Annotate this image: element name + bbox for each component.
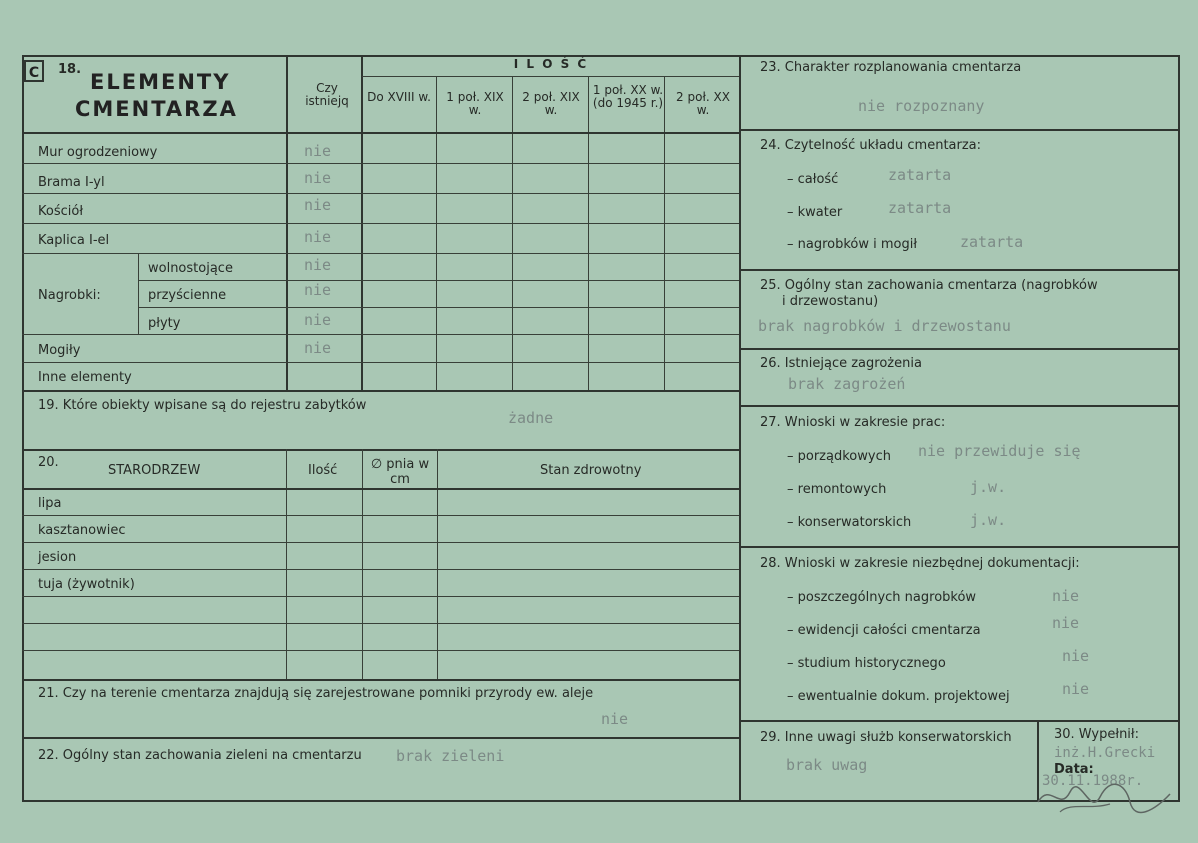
q30-name: inż.H.Grecki: [1054, 745, 1156, 761]
q24-item-label: – kwater: [787, 205, 843, 220]
divider: [739, 405, 1180, 407]
divider: [22, 623, 739, 624]
divider: [22, 253, 739, 254]
q28-item-value: nie: [1052, 614, 1080, 632]
tree-row: tuja (żywotnik): [38, 577, 135, 592]
q30-date-label: Data:: [1054, 762, 1094, 777]
q28-item-value: nie: [1062, 647, 1090, 665]
divider: [22, 449, 739, 451]
row-label: Mur ogrodzeniowy: [38, 145, 158, 160]
period-4: 2 poł. XX w.: [676, 90, 730, 117]
divider: [739, 546, 1180, 548]
period-0: Do XVIII w.: [367, 90, 431, 104]
row-label: wolnostojące: [148, 261, 233, 276]
q22-answer: brak zieleni: [396, 747, 505, 765]
divider: [739, 269, 1180, 271]
divider: [22, 362, 739, 363]
q28-label: 28. Wnioski w zakresie niezbędnej dokumentacji:: [760, 556, 1080, 571]
q25-label-2: i drzewostanu): [782, 294, 879, 309]
divider: [22, 542, 739, 543]
q28-item-label: – studium historycznego: [787, 656, 946, 671]
col-ilosc-header: I L O Ś Ć: [513, 57, 589, 71]
q19-answer: żadne: [508, 409, 554, 427]
q26-label: 26. Istniejące zagrożenia: [760, 356, 922, 371]
row-value: nie: [304, 256, 332, 274]
q22-label: 22. Ogólny stan zachowania zieleni na cmentarzu: [38, 748, 362, 763]
q27-item-label: – porządkowych: [787, 449, 891, 464]
divider: [22, 390, 739, 392]
q23-answer: nie rozpoznany: [858, 97, 985, 115]
q18-number: 18.: [58, 62, 82, 77]
mogily-value: nie: [304, 339, 332, 357]
q20-col-pnia: ∅ pnia w cm: [370, 457, 430, 487]
q20-col-stan: Stan zdrowotny: [540, 463, 642, 478]
q29-answer: brak uwag: [786, 756, 868, 774]
divider: [22, 223, 739, 224]
divider: [138, 307, 739, 308]
divider: [739, 129, 1180, 131]
tree-row: kasztanowiec: [38, 523, 126, 538]
q20-col-ilosc: Ilość: [308, 463, 338, 478]
q25-label-1: 25. Ogólny stan zachowania cmentarza (nagrobków: [760, 278, 1098, 293]
q20-title: STARODRZEW: [108, 463, 201, 478]
divider: [22, 650, 739, 651]
divider: [362, 76, 739, 77]
row-value: nie: [304, 196, 332, 214]
divider: [22, 193, 739, 194]
q28-item-label: – ewidencji całości cmentarza: [787, 623, 981, 638]
q30-label: 30. Wypełnił:: [1054, 727, 1139, 742]
divider: [664, 76, 665, 390]
divider: [22, 569, 739, 570]
mogily-label: Mogiły: [38, 343, 81, 358]
inne-label: Inne elementy: [38, 370, 132, 385]
period-1: 1 poł. XIX w.: [446, 90, 504, 117]
q21-label: 21. Czy na terenie cmentarza znajdują się zarejestrowane pomniki przyrody ew. aleje: [38, 686, 594, 701]
q27-item-value: j.w.: [970, 478, 1007, 496]
section-letter: C: [24, 60, 44, 82]
divider: [22, 596, 739, 597]
row-value: nie: [304, 281, 332, 299]
row-value: nie: [304, 142, 332, 160]
tree-row: lipa: [38, 496, 62, 511]
q27-item-label: – remontowych: [787, 482, 887, 497]
divider: [437, 449, 438, 679]
row-label: Kościół: [38, 204, 84, 219]
q27-item-label: – konserwatorskich: [787, 515, 912, 530]
q27-item-value: j.w.: [970, 511, 1007, 529]
divider: [22, 163, 739, 164]
row-value: nie: [304, 169, 332, 187]
divider: [286, 449, 287, 679]
q27-item-value: nie przewiduje się: [918, 442, 1081, 460]
col-exists-header: Czy istniejq: [305, 81, 349, 108]
divider: [588, 76, 589, 390]
divider: [739, 720, 1180, 722]
q24-item-value: zatarta: [888, 166, 952, 184]
tree-row: jesion: [38, 550, 77, 565]
row-label: Kaplica I-el: [38, 233, 110, 248]
elements-title-2: CMENTARZA: [75, 97, 238, 121]
divider: [22, 488, 739, 490]
q20-number: 20.: [38, 455, 59, 470]
divider: [512, 76, 513, 390]
q24-label: 24. Czytelność układu cmentarza:: [760, 138, 982, 153]
q19-label: 19. Które obiekty wpisane są do rejestru zabytków: [38, 398, 367, 413]
row-label: przyścienne: [148, 288, 227, 303]
q28-item-label: – ewentualnie dokum. projektowej: [787, 689, 1010, 704]
divider: [138, 280, 739, 281]
divider: [22, 737, 739, 739]
elements-title-1: ELEMENTY: [90, 70, 231, 94]
q25-answer: brak nagrobków i drzewostanu: [758, 317, 1011, 335]
period-2: 2 poł. XIX w.: [522, 90, 580, 117]
divider: [22, 515, 739, 516]
row-value: nie: [304, 228, 332, 246]
q28-item-label: – poszczególnych nagrobków: [787, 590, 977, 605]
q27-label: 27. Wnioski w zakresie prac:: [760, 415, 946, 430]
q26-answer: brak zagrożeń: [788, 375, 906, 393]
divider: [22, 679, 739, 681]
period-3: 1 poł. XX w. (do 1945 r.): [592, 83, 664, 110]
q30-date: 30.11.1988r.: [1042, 773, 1144, 789]
signature-scribble: [1030, 772, 1180, 822]
q24-item-value: zatarta: [888, 199, 952, 217]
q21-answer: nie: [601, 710, 629, 728]
row-label: płyty: [148, 316, 181, 331]
divider: [22, 334, 739, 335]
divider: [436, 76, 437, 390]
main-divider: [739, 55, 741, 802]
divider: [22, 132, 739, 134]
row-label: Brama I-yl: [38, 175, 105, 190]
q23-label: 23. Charakter rozplanowania cmentarza: [760, 60, 1022, 75]
q24-item-value: zatarta: [960, 233, 1024, 251]
row-value: nie: [304, 311, 332, 329]
divider: [739, 348, 1180, 350]
q24-item-label: – nagrobków i mogił: [787, 237, 918, 252]
q24-item-label: – całość: [787, 172, 839, 187]
q28-item-value: nie: [1062, 680, 1090, 698]
divider: [138, 253, 139, 334]
nagrobki-label: Nagrobki:: [38, 288, 101, 303]
q29-label: 29. Inne uwagi służb konserwatorskich: [760, 730, 1012, 745]
q28-item-value: nie: [1052, 587, 1080, 605]
divider: [362, 449, 363, 679]
